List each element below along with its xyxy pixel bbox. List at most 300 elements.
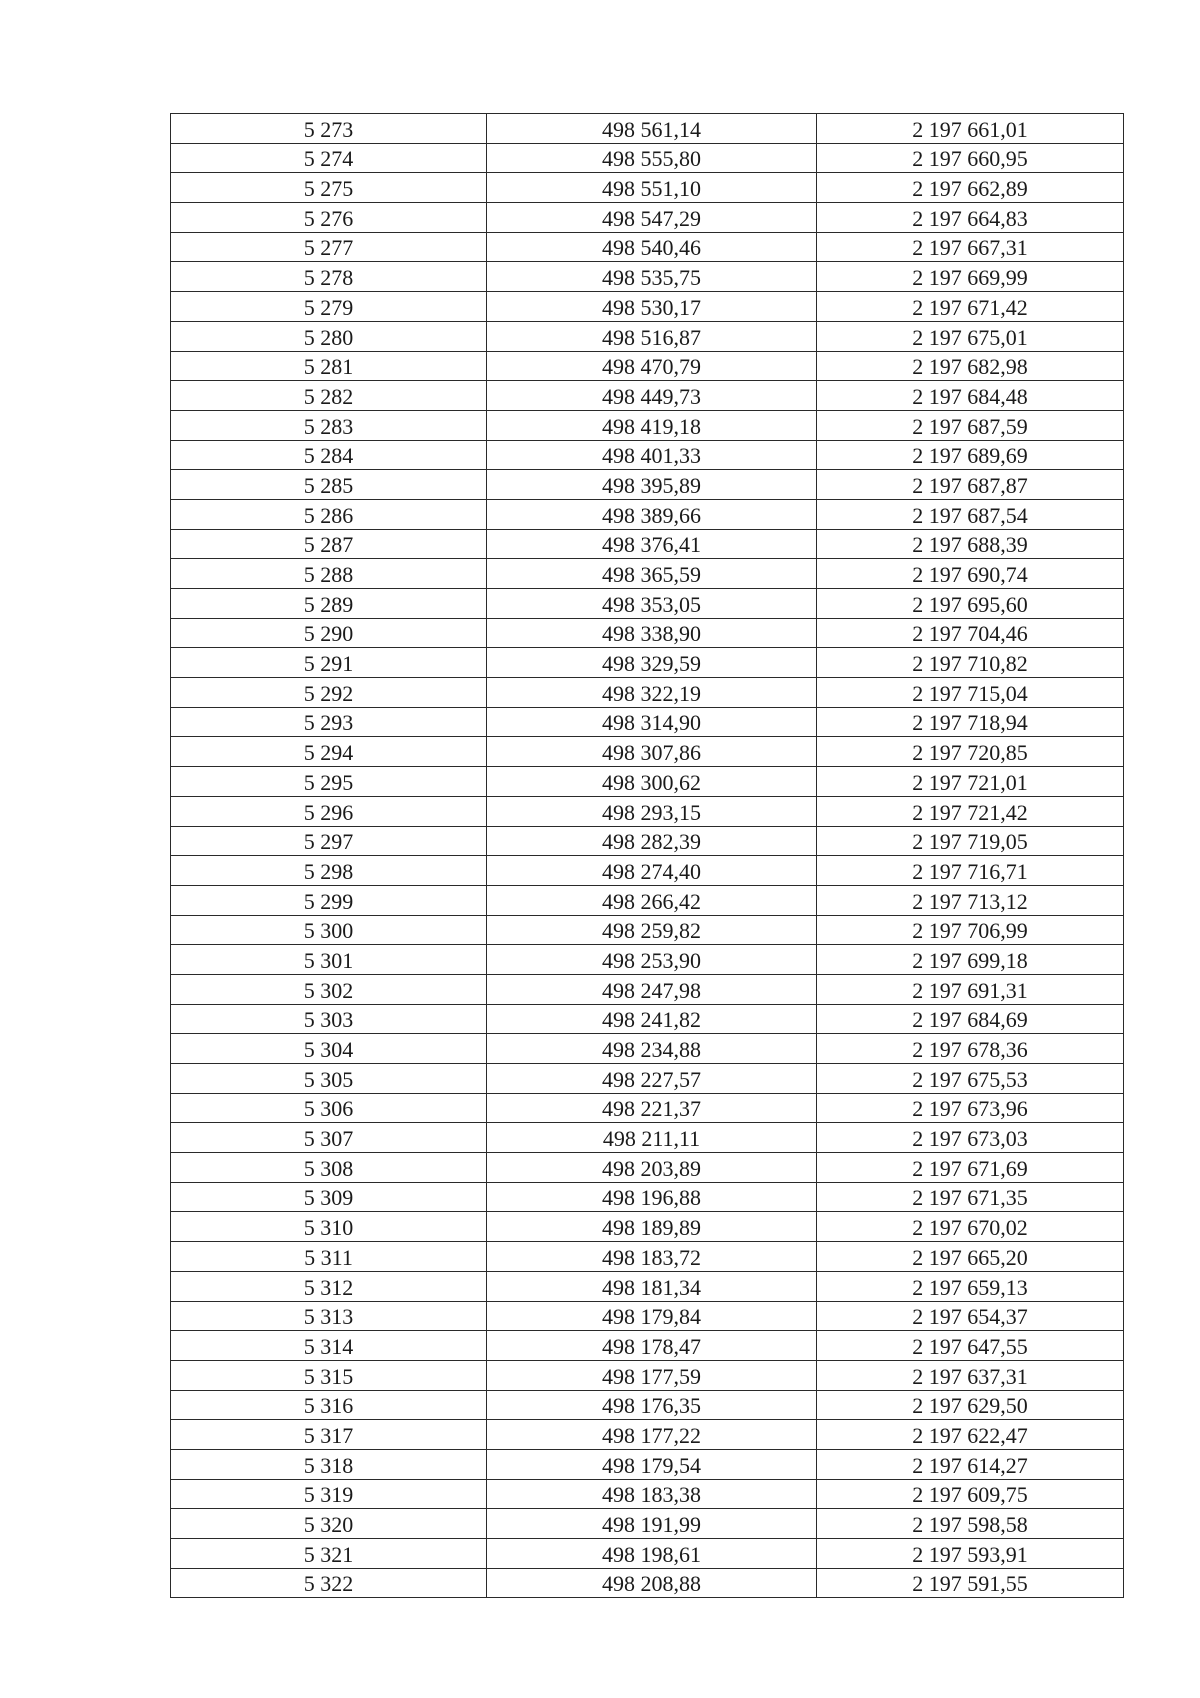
x-coordinate-text: 498 530,17 (602, 294, 701, 320)
point-number-cell (171, 826, 487, 856)
table-row (171, 1034, 1124, 1064)
x-coordinate-cell (487, 707, 817, 737)
x-coordinate-cell (487, 1509, 817, 1539)
point-number-text: 5 311 (304, 1244, 353, 1270)
point-number-text: 5 274 (303, 146, 354, 172)
y-coordinate-text: 2 197 669,99 (912, 265, 1028, 291)
point-number-cell (171, 262, 487, 292)
y-coordinate-cell (817, 114, 1124, 144)
table-row (171, 974, 1124, 1004)
y-coordinate-text: 2 197 637,31 (912, 1363, 1028, 1389)
point-number-cell (171, 589, 487, 619)
y-coordinate-text: 2 197 664,83 (912, 205, 1028, 231)
point-number-text: 5 286 (303, 502, 354, 528)
x-coordinate-cell (487, 381, 817, 411)
y-coordinate-cell (817, 1123, 1124, 1153)
table-row (171, 1093, 1124, 1123)
x-coordinate-cell (487, 410, 817, 440)
x-coordinate-cell (487, 1420, 817, 1450)
x-coordinate-cell (487, 321, 817, 351)
x-coordinate-text: 498 221,37 (602, 1096, 701, 1122)
y-coordinate-text: 2 197 716,71 (912, 858, 1028, 884)
y-coordinate-cell (817, 1360, 1124, 1390)
point-number-text: 5 319 (303, 1482, 354, 1508)
point-number-text: 5 294 (303, 740, 354, 766)
x-coordinate-cell (487, 1212, 817, 1242)
table-row (171, 114, 1124, 144)
point-number-cell (171, 1568, 487, 1598)
x-coordinate-text: 498 234,88 (602, 1037, 701, 1062)
y-coordinate-cell (817, 1479, 1124, 1509)
table-row (171, 1360, 1124, 1390)
y-coordinate-cell (817, 499, 1124, 529)
table-row (171, 767, 1124, 797)
x-coordinate-text: 498 516,87 (602, 324, 701, 350)
point-number-text: 5 310 (303, 1215, 354, 1241)
table-row (171, 707, 1124, 737)
x-coordinate-text: 498 419,18 (602, 413, 701, 439)
point-number-cell (171, 1420, 487, 1450)
point-number-text: 5 322 (303, 1571, 354, 1597)
x-coordinate-text: 498 179,84 (602, 1304, 701, 1330)
y-coordinate-text: 2 197 675,01 (912, 324, 1028, 350)
y-coordinate-text: 2 197 629,50 (912, 1393, 1028, 1419)
x-coordinate-cell (487, 1301, 817, 1331)
y-coordinate-cell (817, 945, 1124, 975)
x-coordinate-cell (487, 974, 817, 1004)
x-coordinate-text: 498 535,75 (602, 265, 701, 291)
y-coordinate-text: 2 197 706,99 (912, 918, 1028, 944)
x-coordinate-cell (487, 737, 817, 767)
point-number-text: 5 290 (303, 621, 354, 647)
point-number-text: 5 320 (303, 1512, 354, 1537)
x-coordinate-text: 498 376,41 (602, 532, 701, 558)
x-coordinate-cell (487, 529, 817, 559)
x-coordinate-text: 498 322,19 (602, 680, 701, 706)
point-number-text: 5 293 (303, 710, 354, 736)
y-coordinate-cell (817, 529, 1124, 559)
y-coordinate-text: 2 197 609,75 (912, 1482, 1028, 1508)
y-coordinate-text: 2 197 721,42 (912, 799, 1028, 825)
point-number-text: 5 296 (303, 799, 354, 825)
x-coordinate-cell (487, 1064, 817, 1094)
table-row (171, 203, 1124, 233)
y-coordinate-cell (817, 351, 1124, 381)
y-coordinate-cell (817, 143, 1124, 173)
table-row (171, 856, 1124, 886)
point-number-cell (171, 1242, 487, 1272)
point-number-text: 5 279 (303, 294, 354, 320)
y-coordinate-text: 2 197 687,59 (912, 413, 1028, 439)
y-coordinate-text: 2 197 591,55 (912, 1571, 1028, 1597)
coordinates-table-body (171, 114, 1124, 1598)
table-row (171, 1420, 1124, 1450)
x-coordinate-text: 498 177,22 (602, 1422, 701, 1448)
y-coordinate-text: 2 197 598,58 (912, 1512, 1028, 1537)
x-coordinate-text: 498 183,38 (602, 1482, 701, 1508)
y-coordinate-cell (817, 1242, 1124, 1272)
y-coordinate-text: 2 197 690,74 (912, 562, 1028, 587)
table-row (171, 1568, 1124, 1598)
x-coordinate-text: 498 181,34 (602, 1274, 701, 1300)
x-coordinate-text: 498 555,80 (602, 146, 701, 172)
table-row (171, 351, 1124, 381)
table-row (171, 410, 1124, 440)
y-coordinate-cell (817, 618, 1124, 648)
x-coordinate-cell (487, 1331, 817, 1361)
y-coordinate-cell (817, 173, 1124, 203)
point-number-text: 5 315 (303, 1363, 354, 1389)
x-coordinate-cell (487, 203, 817, 233)
x-coordinate-text: 498 196,88 (602, 1185, 701, 1211)
table-row (171, 945, 1124, 975)
point-number-text: 5 291 (303, 651, 354, 677)
x-coordinate-text: 498 259,82 (602, 918, 701, 944)
x-coordinate-cell (487, 1242, 817, 1272)
x-coordinate-cell (487, 915, 817, 945)
x-coordinate-cell (487, 173, 817, 203)
x-coordinate-cell (487, 1034, 817, 1064)
coordinates-table (170, 113, 1124, 1598)
y-coordinate-text: 2 197 654,37 (912, 1304, 1028, 1330)
x-coordinate-text: 498 266,42 (602, 888, 701, 914)
x-coordinate-cell (487, 648, 817, 678)
y-coordinate-text: 2 197 671,69 (912, 1155, 1028, 1181)
table-row (171, 1390, 1124, 1420)
y-coordinate-cell (817, 262, 1124, 292)
y-coordinate-cell (817, 321, 1124, 351)
x-coordinate-text: 498 338,90 (602, 621, 701, 647)
y-coordinate-cell (817, 470, 1124, 500)
point-number-text: 5 292 (303, 680, 354, 706)
y-coordinate-text: 2 197 684,48 (912, 383, 1028, 409)
point-number-cell (171, 559, 487, 589)
y-coordinate-cell (817, 381, 1124, 411)
y-coordinate-cell (817, 648, 1124, 678)
x-coordinate-cell (487, 1479, 817, 1509)
y-coordinate-text: 2 197 671,35 (912, 1185, 1028, 1211)
y-coordinate-text: 2 197 647,55 (912, 1333, 1028, 1359)
point-number-cell (171, 292, 487, 322)
point-number-text: 5 282 (303, 383, 354, 409)
y-coordinate-cell (817, 1449, 1124, 1479)
point-number-cell (171, 1212, 487, 1242)
x-coordinate-text: 498 282,39 (602, 829, 701, 855)
point-number-cell (171, 915, 487, 945)
x-coordinate-text: 498 551,10 (602, 176, 701, 202)
x-coordinate-text: 498 353,05 (602, 591, 701, 617)
point-number-cell (171, 885, 487, 915)
y-coordinate-text: 2 197 678,36 (912, 1037, 1028, 1062)
table-row (171, 1242, 1124, 1272)
x-coordinate-cell (487, 232, 817, 262)
point-number-text: 5 303 (303, 1007, 354, 1033)
y-coordinate-cell (817, 203, 1124, 233)
point-number-cell (171, 440, 487, 470)
x-coordinate-cell (487, 826, 817, 856)
point-number-cell (171, 410, 487, 440)
y-coordinate-text: 2 197 661,01 (912, 116, 1028, 142)
y-coordinate-text: 2 197 662,89 (912, 176, 1028, 202)
table-row (171, 1449, 1124, 1479)
point-number-text: 5 284 (303, 443, 354, 469)
point-number-text: 5 287 (303, 532, 354, 558)
x-coordinate-text: 498 274,40 (602, 858, 701, 884)
y-coordinate-text: 2 197 721,01 (912, 769, 1028, 795)
point-number-text: 5 305 (303, 1066, 354, 1092)
point-number-cell (171, 1064, 487, 1094)
point-number-text: 5 306 (303, 1096, 354, 1122)
x-coordinate-cell (487, 1123, 817, 1153)
x-coordinate-text: 498 176,35 (602, 1393, 701, 1419)
y-coordinate-text: 2 197 671,42 (912, 294, 1028, 320)
point-number-text: 5 283 (303, 413, 354, 439)
point-number-cell (171, 1034, 487, 1064)
point-number-cell (171, 1123, 487, 1153)
point-number-text: 5 314 (303, 1333, 354, 1359)
table-row (171, 262, 1124, 292)
x-coordinate-cell (487, 796, 817, 826)
table-row (171, 499, 1124, 529)
y-coordinate-cell (817, 1182, 1124, 1212)
point-number-text: 5 307 (303, 1126, 354, 1152)
y-coordinate-text: 2 197 687,54 (912, 502, 1028, 528)
point-number-cell (171, 974, 487, 1004)
table-row (171, 589, 1124, 619)
point-number-text: 5 312 (303, 1274, 354, 1300)
y-coordinate-text: 2 197 675,53 (912, 1066, 1028, 1092)
point-number-text: 5 273 (303, 116, 354, 142)
table-row (171, 618, 1124, 648)
x-coordinate-text: 498 198,61 (602, 1541, 701, 1567)
y-coordinate-cell (817, 440, 1124, 470)
table-row (171, 440, 1124, 470)
point-number-cell (171, 143, 487, 173)
point-number-cell (171, 767, 487, 797)
x-coordinate-cell (487, 1539, 817, 1569)
point-number-cell (171, 1509, 487, 1539)
y-coordinate-text: 2 197 682,98 (912, 354, 1028, 380)
y-coordinate-text: 2 197 673,03 (912, 1126, 1028, 1152)
y-coordinate-text: 2 197 667,31 (912, 235, 1028, 261)
point-number-cell (171, 737, 487, 767)
point-number-cell (171, 678, 487, 708)
y-coordinate-cell (817, 589, 1124, 619)
point-number-text: 5 321 (303, 1541, 354, 1567)
table-row (171, 529, 1124, 559)
table-row (171, 1539, 1124, 1569)
point-number-cell (171, 796, 487, 826)
point-number-text: 5 309 (303, 1185, 354, 1211)
point-number-text: 5 289 (303, 591, 354, 617)
x-coordinate-cell (487, 1004, 817, 1034)
point-number-text: 5 297 (303, 829, 354, 855)
x-coordinate-text: 498 241,82 (602, 1007, 701, 1033)
point-number-cell (171, 499, 487, 529)
y-coordinate-cell (817, 826, 1124, 856)
point-number-text: 5 288 (303, 562, 354, 587)
x-coordinate-cell (487, 262, 817, 292)
x-coordinate-cell (487, 885, 817, 915)
x-coordinate-text: 498 449,73 (602, 383, 701, 409)
x-coordinate-text: 498 177,59 (602, 1363, 701, 1389)
table-row (171, 1153, 1124, 1183)
table-row (171, 143, 1124, 173)
point-number-cell (171, 945, 487, 975)
x-coordinate-text: 498 540,46 (602, 235, 701, 261)
y-coordinate-text: 2 197 622,47 (912, 1422, 1028, 1448)
x-coordinate-cell (487, 1271, 817, 1301)
y-coordinate-cell (817, 1568, 1124, 1598)
y-coordinate-cell (817, 1331, 1124, 1361)
y-coordinate-text: 2 197 689,69 (912, 443, 1028, 469)
table-row (171, 232, 1124, 262)
x-coordinate-text: 498 227,57 (602, 1066, 701, 1092)
table-row (171, 559, 1124, 589)
x-coordinate-cell (487, 618, 817, 648)
x-coordinate-cell (487, 351, 817, 381)
table-row (171, 292, 1124, 322)
point-number-cell (171, 1004, 487, 1034)
table-row (171, 1301, 1124, 1331)
y-coordinate-cell (817, 737, 1124, 767)
y-coordinate-cell (817, 767, 1124, 797)
point-number-text: 5 318 (303, 1452, 354, 1478)
x-coordinate-text: 498 179,54 (602, 1452, 701, 1478)
y-coordinate-cell (817, 1153, 1124, 1183)
table-row (171, 678, 1124, 708)
x-coordinate-cell (487, 1093, 817, 1123)
y-coordinate-text: 2 197 713,12 (912, 888, 1028, 914)
y-coordinate-text: 2 197 695,60 (912, 591, 1028, 617)
x-coordinate-cell (487, 589, 817, 619)
table-row (171, 1509, 1124, 1539)
table-row (171, 1064, 1124, 1094)
point-number-text: 5 316 (303, 1393, 354, 1419)
point-number-cell (171, 114, 487, 144)
x-coordinate-text: 498 178,47 (602, 1333, 701, 1359)
point-number-text: 5 285 (303, 472, 354, 498)
y-coordinate-text: 2 197 687,87 (912, 472, 1028, 498)
x-coordinate-cell (487, 559, 817, 589)
point-number-cell (171, 1182, 487, 1212)
point-number-text: 5 281 (303, 354, 354, 380)
point-number-cell (171, 1331, 487, 1361)
y-coordinate-cell (817, 856, 1124, 886)
point-number-cell (171, 351, 487, 381)
x-coordinate-text: 498 183,72 (602, 1244, 701, 1270)
x-coordinate-text: 498 247,98 (602, 977, 701, 1003)
y-coordinate-cell (817, 1390, 1124, 1420)
point-number-cell (171, 1153, 487, 1183)
x-coordinate-cell (487, 1360, 817, 1390)
x-coordinate-cell (487, 1568, 817, 1598)
y-coordinate-cell (817, 885, 1124, 915)
table-row (171, 1123, 1124, 1153)
point-number-cell (171, 1539, 487, 1569)
y-coordinate-text: 2 197 715,04 (912, 680, 1028, 706)
point-number-text: 5 295 (303, 769, 354, 795)
table-row (171, 1479, 1124, 1509)
x-coordinate-text: 498 314,90 (602, 710, 701, 736)
x-coordinate-cell (487, 767, 817, 797)
point-number-cell (171, 1093, 487, 1123)
y-coordinate-text: 2 197 614,27 (912, 1452, 1028, 1478)
x-coordinate-text: 498 401,33 (602, 443, 701, 469)
point-number-cell (171, 381, 487, 411)
x-coordinate-text: 498 300,62 (602, 769, 701, 795)
y-coordinate-cell (817, 1271, 1124, 1301)
point-number-text: 5 304 (303, 1037, 354, 1062)
point-number-cell (171, 618, 487, 648)
y-coordinate-text: 2 197 593,91 (912, 1541, 1028, 1567)
table-row (171, 915, 1124, 945)
point-number-text: 5 299 (303, 888, 354, 914)
y-coordinate-text: 2 197 659,13 (912, 1274, 1028, 1300)
y-coordinate-cell (817, 410, 1124, 440)
y-coordinate-cell (817, 707, 1124, 737)
x-coordinate-text: 498 253,90 (602, 947, 701, 973)
y-coordinate-cell (817, 1064, 1124, 1094)
y-coordinate-text: 2 197 720,85 (912, 740, 1028, 766)
x-coordinate-text: 498 211,11 (602, 1126, 701, 1152)
x-coordinate-cell (487, 292, 817, 322)
table-row (171, 826, 1124, 856)
point-number-text: 5 313 (303, 1304, 354, 1330)
x-coordinate-text: 498 189,89 (602, 1215, 701, 1241)
table-row (171, 1271, 1124, 1301)
point-number-text: 5 277 (303, 235, 354, 261)
x-coordinate-text: 498 293,15 (602, 799, 701, 825)
point-number-cell (171, 1360, 487, 1390)
x-coordinate-text: 498 395,89 (602, 472, 701, 498)
table-row (171, 1331, 1124, 1361)
y-coordinate-cell (817, 292, 1124, 322)
y-coordinate-text: 2 197 670,02 (912, 1215, 1028, 1241)
y-coordinate-text: 2 197 660,95 (912, 146, 1028, 172)
point-number-cell (171, 856, 487, 886)
x-coordinate-text: 498 203,89 (602, 1155, 701, 1181)
point-number-text: 5 278 (303, 265, 354, 291)
y-coordinate-text: 2 197 719,05 (912, 829, 1028, 855)
x-coordinate-cell (487, 678, 817, 708)
point-number-text: 5 276 (303, 205, 354, 231)
y-coordinate-text: 2 197 688,39 (912, 532, 1028, 558)
x-coordinate-cell (487, 1182, 817, 1212)
y-coordinate-text: 2 197 691,31 (912, 977, 1028, 1003)
y-coordinate-cell (817, 232, 1124, 262)
x-coordinate-text: 498 307,86 (602, 740, 701, 766)
y-coordinate-cell (817, 1212, 1124, 1242)
y-coordinate-cell (817, 1539, 1124, 1569)
y-coordinate-cell (817, 678, 1124, 708)
y-coordinate-cell (817, 796, 1124, 826)
point-number-text: 5 275 (303, 176, 354, 202)
point-number-text: 5 298 (303, 858, 354, 884)
x-coordinate-cell (487, 470, 817, 500)
y-coordinate-text: 2 197 673,96 (912, 1096, 1028, 1122)
table-row (171, 1004, 1124, 1034)
point-number-cell (171, 173, 487, 203)
point-number-cell (171, 529, 487, 559)
point-number-text: 5 301 (303, 947, 354, 973)
x-coordinate-text: 498 561,14 (602, 116, 701, 142)
y-coordinate-cell (817, 1004, 1124, 1034)
table-row (171, 796, 1124, 826)
point-number-text: 5 317 (303, 1422, 354, 1448)
point-number-cell (171, 1449, 487, 1479)
x-coordinate-cell (487, 1153, 817, 1183)
